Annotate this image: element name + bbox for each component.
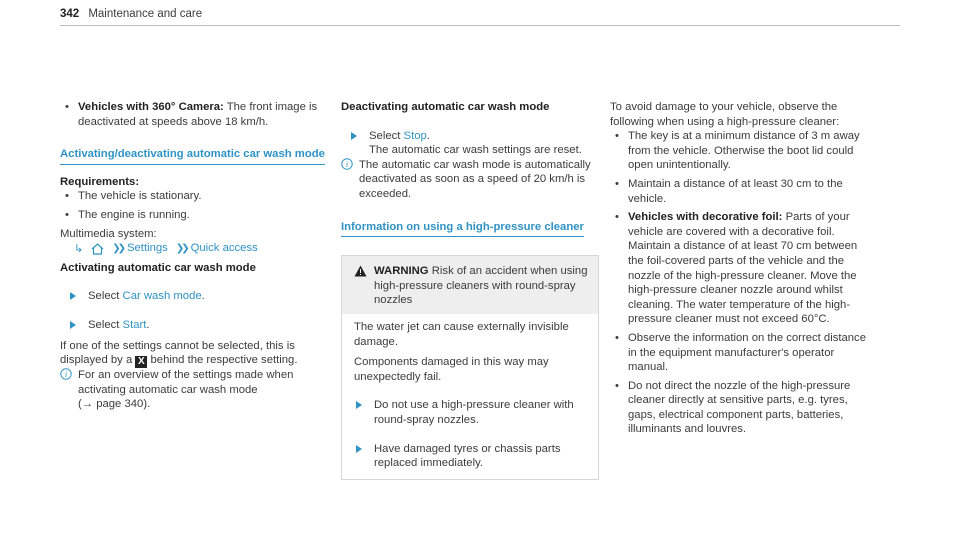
section-heading-car-wash: Activating/deactivating automatic car wash mode — [60, 147, 325, 165]
car-wash-mode-link[interactable]: Car wash mode — [122, 290, 202, 303]
deactivating-heading: Deactivating automatic car wash mode — [341, 101, 550, 113]
camera-bullet-text: The front image is deactivated at speeds above 18 km/h. — [78, 101, 318, 128]
warning-box — [341, 255, 599, 480]
warning-header — [342, 256, 598, 314]
svg-text:i: i — [64, 370, 68, 380]
step-arrow-icon — [70, 321, 76, 329]
list-item: • Vehicles with decorative foil: Parts of your vehicle are covered with a decorative foil. Maintain a distance of at least 70 cm between the foil-covered parts of the vehicle and the nozzle of the high-pressure cleaner. Move the high-pressure cleaner nozzle around whilst cleaning. The water temperature of the high-pressure cleaner must not exceed 60°C. — [615, 211, 858, 326]
step-arrow-icon — [70, 292, 76, 300]
intro-paragraph: To avoid damage to your vehicle, observe the following when using a high-pressure cleaner: — [610, 101, 840, 128]
req-item-text: The engine is running. — [78, 208, 190, 221]
step-arrow-icon — [351, 132, 357, 140]
bullet-dot: • — [65, 101, 69, 113]
page-number: 342 — [60, 8, 80, 20]
section-heading-high-pressure: Information on using a high-pressure cleaner — [341, 220, 584, 238]
column-1 — [60, 100, 325, 412]
step-arrow-icon — [356, 401, 362, 409]
settings-paragraph: If one of the settings cannot be selected, this is displayed by a X behind the respective setting. — [60, 339, 298, 368]
warning-step: Have damaged tyres or chassis parts replaced immediately. — [354, 442, 586, 471]
stop-link[interactable]: Stop — [403, 129, 427, 142]
info-note: i The automatic car wash mode is automatically deactivated as soon as a speed of 20 km/h is exceeded. — [341, 158, 599, 202]
req-item: • The vehicle is stationary. — [65, 190, 202, 203]
camera-bullet — [60, 100, 325, 129]
page-reference[interactable]: (→ page 340). — [78, 398, 151, 411]
start-link[interactable]: Start — [122, 318, 147, 331]
step-result: The automatic car wash settings are reset. — [369, 144, 582, 157]
warning-label: WARNING — [374, 265, 429, 278]
info-icon — [341, 158, 353, 175]
req-item: • The engine is running. — [65, 208, 190, 221]
step-select-start: Select Start. — [60, 318, 325, 333]
step-select-stop: Select Stop. The automatic car wash settings are reset. — [341, 129, 599, 158]
info-note: i For an overview of the settings made when activating automatic car wash mode (→ page 340). — [60, 368, 325, 412]
warning-triangle-icon — [354, 265, 367, 282]
warning-body — [342, 314, 598, 479]
multimedia-label: Multimedia system: — [60, 227, 157, 240]
svg-text:i: i — [345, 159, 349, 169]
warning-paragraph: The water jet can cause externally invisible damage. — [354, 320, 569, 348]
menu-path — [60, 241, 325, 257]
x-icon: X — [135, 356, 147, 368]
step-arrow-icon — [356, 445, 362, 453]
camera-bullet-bold: Vehicles with 360° Camera: — [78, 101, 224, 113]
path-arrow-icon: ↳ — [74, 242, 84, 255]
list-item: • Observe the information on the correct distance in the equipment manufacturer's operator manual. — [615, 331, 866, 374]
list-item: • Maintain a distance of at least 30 cm to the vehicle. — [615, 177, 843, 205]
info-icon — [60, 368, 72, 385]
column-3 — [610, 100, 870, 437]
home-icon[interactable] — [91, 243, 104, 255]
path-quick-access[interactable]: Quick access — [190, 242, 258, 255]
chevron-right-icon: ❯❯ — [175, 243, 187, 255]
step-select-car-wash: Select Car wash mode. — [60, 289, 325, 304]
page-header — [60, 7, 202, 22]
list-item: • The key is at a minimum distance of 3 m away from the vehicle. Otherwise the boot lid could open unintentionally. — [615, 130, 860, 172]
section-title: Maintenance and care — [88, 8, 203, 20]
requirements-label: Requirements: — [60, 175, 140, 188]
activating-heading: Activating automatic car wash mode — [60, 261, 256, 274]
chevron-right-icon: ❯❯ — [112, 243, 123, 255]
list-item: • Do not direct the nozzle of the high-pressure cleaner directly at sensitive parts, e.g. tyres, gaps, electrical component parts, batteries, illuminants and louvres. — [615, 379, 851, 436]
warning-paragraph: Components damaged in this way may unexpectedly fail. — [354, 356, 549, 383]
warning-text: Risk of an accident when using high-pressure cleaners with round-spray nozzles — [374, 265, 588, 307]
header-divider — [60, 25, 900, 26]
column-2 — [341, 100, 599, 480]
path-settings[interactable]: Settings — [126, 242, 168, 255]
req-item-text: The vehicle is stationary. — [78, 190, 202, 203]
warning-step: Do not use a high-pressure cleaner with round-spray nozzles. — [354, 398, 586, 427]
